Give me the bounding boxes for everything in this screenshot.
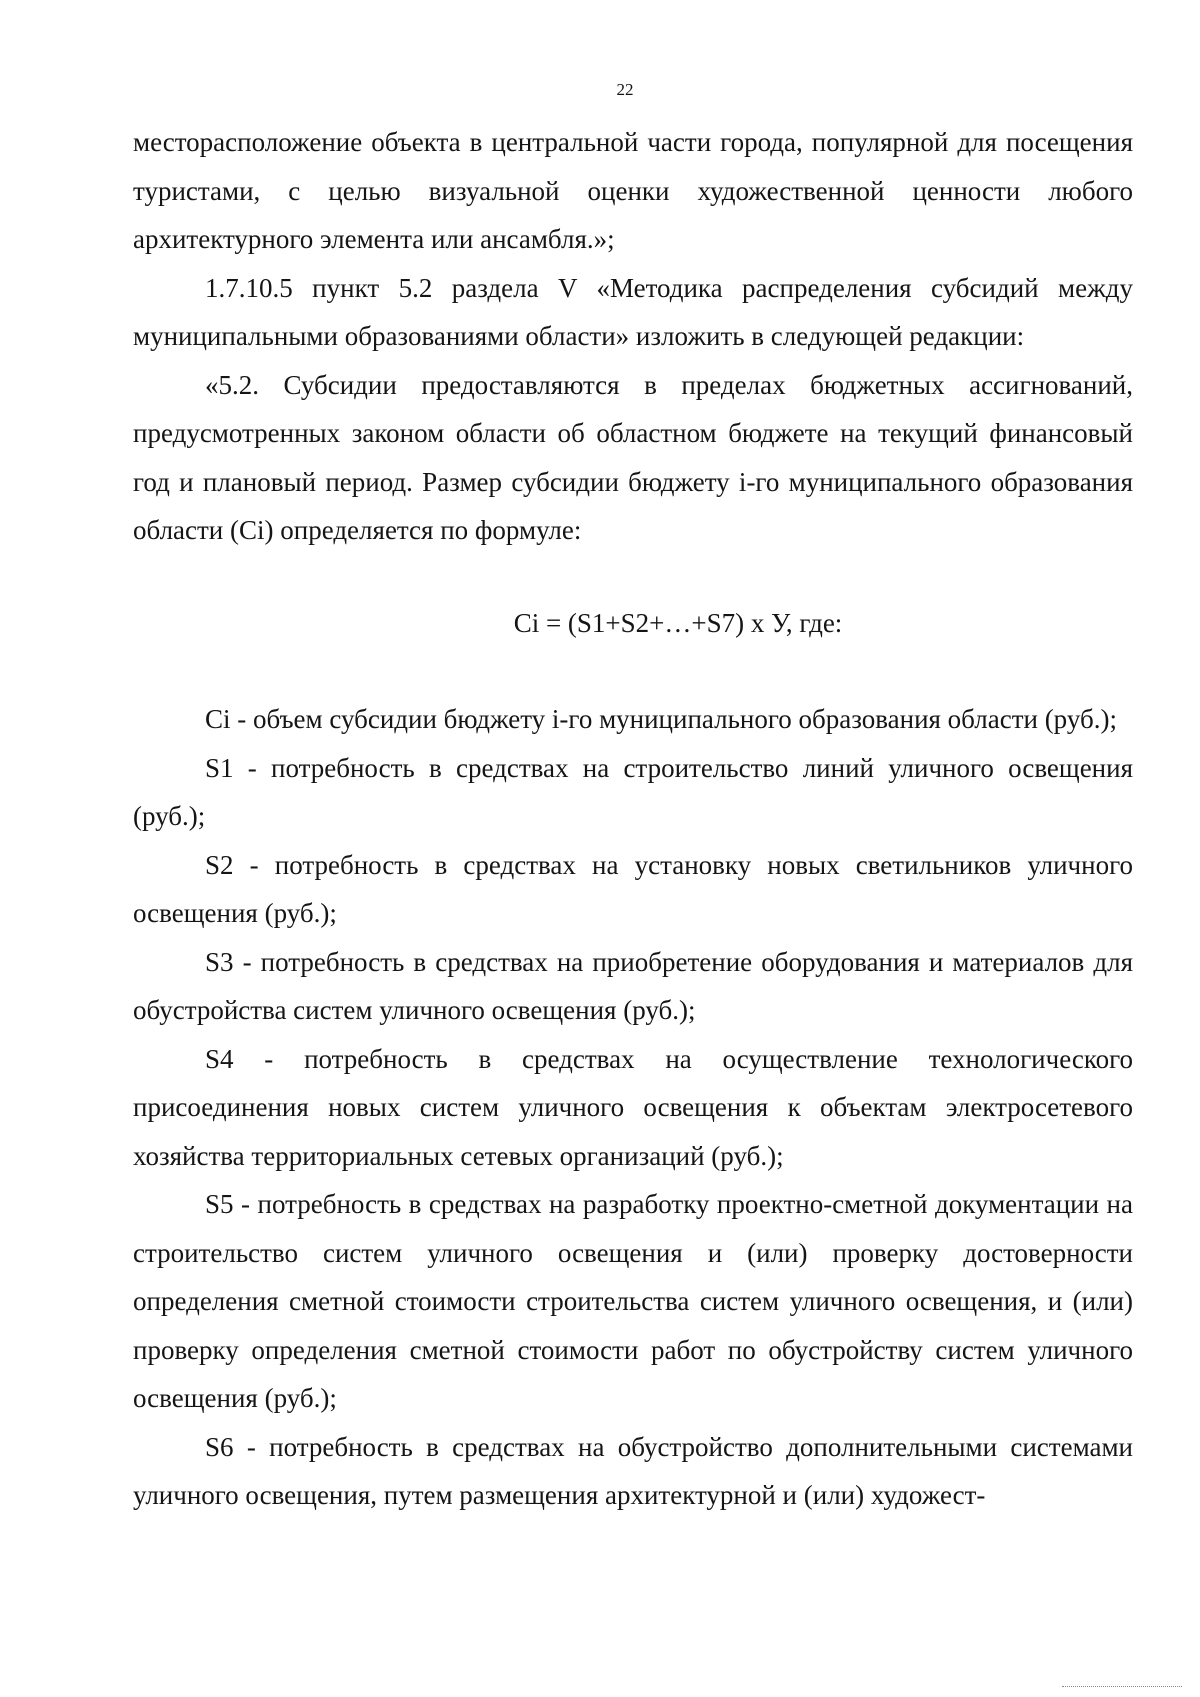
paragraph-amendment: 1.7.10.5 пункт 5.2 раздела V «Методика распределения субсидий между муниципальными образованиями области» изложить в следующей редакции: xyxy=(133,272,1133,351)
document-body xyxy=(133,118,1133,1520)
definition-s4: S4 - потребность в средствах на осуществление технологического присоединения новых систем уличного освещения к объектам электросетевого хозяйства территориальных сетевых организаций (руб.); xyxy=(133,1043,1133,1171)
paragraph-subsidies: «5.2. Субсидии предоставляются в пределах бюджетных ассигнований, предусмотренных законом области об областном бюджете на текущий финансовый год и плановый период. Размер субсидии бюджету i-го муниципального образования области (Ci) определяется по формуле: xyxy=(133,369,1133,545)
definition-s5: S5 - потребность в средствах на разработку проектно-сметной документации на строительство систем уличного освещения и (или) проверку достоверности определения сметной стоимости строительства систем уличного освещения, и (или) проверку определения сметной стоимости работ по обустройству систем уличного освещения (руб.); xyxy=(133,1189,1133,1413)
scan-edge-mark xyxy=(1062,1686,1182,1693)
definition-s3: S3 - потребность в средствах на приобретение оборудования и материалов для обустройства систем уличного освещения (руб.); xyxy=(133,946,1133,1025)
definition-s1: S1 - потребность в средствах на строительство линий уличного освещения (руб.); xyxy=(133,752,1133,831)
formula: Ci = (S1+S2+…+S7) х У, где: xyxy=(513,607,843,638)
definition-ci: Ci - объем субсидии бюджету i-го муниципального образования области (руб.); xyxy=(205,704,1117,734)
page-number: 22 xyxy=(616,80,634,99)
definition-s2: S2 - потребность в средствах на установку новых светильников уличного освещения (руб.); xyxy=(133,849,1133,928)
paragraph-continuation: месторасположение объекта в центральной части города, популярной для посещения туристами, с целью визуальной оценки художественной ценности любого архитектурного элемента или ансамбля.»; xyxy=(133,127,1133,254)
definition-s6: S6 - потребность в средствах на обустройство дополнительными системами уличного освещения, путем размещения архитектурной и (или) художест- xyxy=(133,1431,1133,1510)
